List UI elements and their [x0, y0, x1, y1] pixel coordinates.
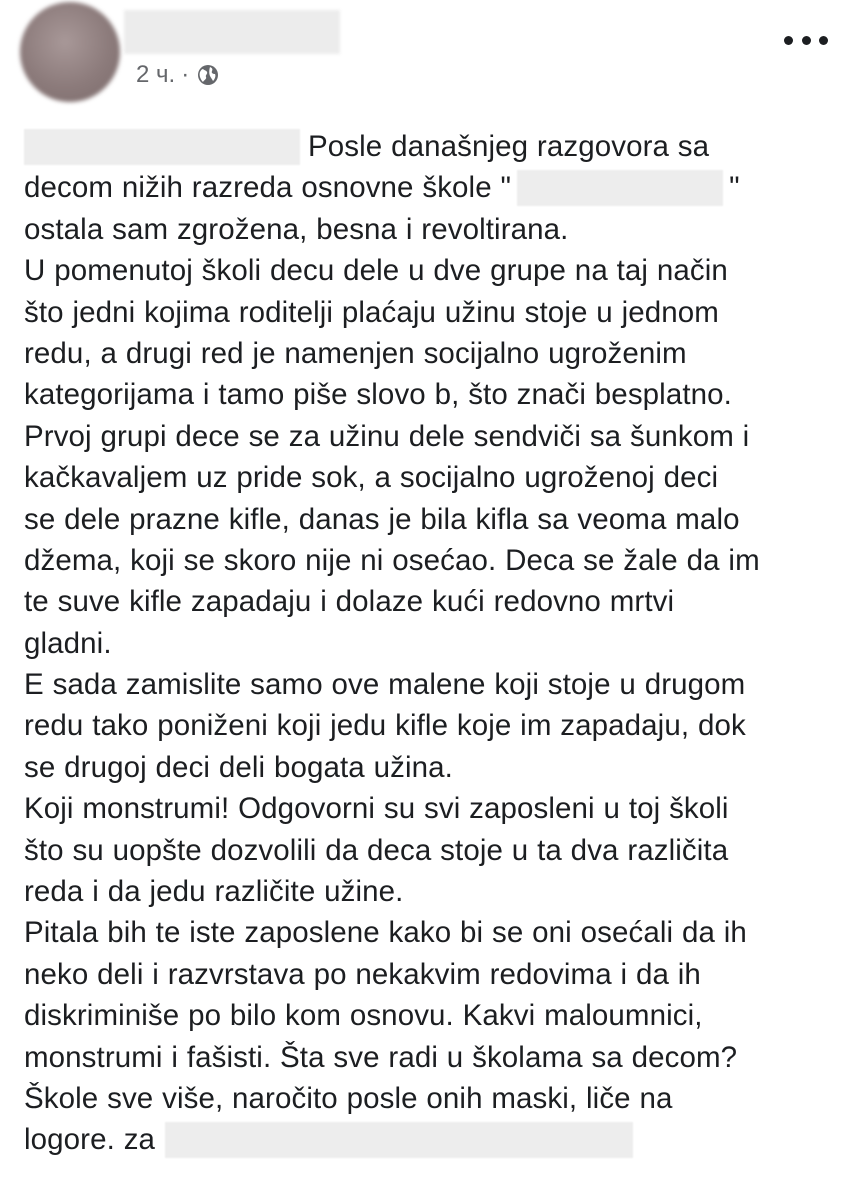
post-line: U pomenutoj školi decu dele u dve grupe na taj način: [24, 254, 728, 288]
post-line: ostala sam zgrožena, besna i revoltirana.: [24, 212, 569, 246]
post-line: redu, a drugi red je namenjen socijalno ugroženim: [24, 336, 687, 370]
post-line: logore. za: [24, 1119, 844, 1160]
redacted-mention: [165, 1122, 633, 1158]
post-line: redu tako poniženi koji jedu kifle koje im zapadaju, dok: [24, 709, 746, 743]
more-horizontal-icon: [784, 36, 793, 45]
post-line: monstrumi i fašisti. Šta sve radi u školama sa decom?: [24, 1040, 738, 1074]
redacted-school-name: [517, 170, 723, 206]
globe-icon[interactable]: [197, 64, 219, 86]
post-line: što jedni kojima roditelji plaćaju užinu stoje u jednom: [24, 295, 719, 329]
post-line: kačkavaljem uz pride sok, a socijalno ugroženoj deci: [24, 461, 719, 495]
post-line: džema, koji se skoro nije ni osećao. Deca se žale da im: [24, 543, 760, 577]
post-meta: [136, 60, 219, 90]
post-header: [0, 0, 850, 110]
author-name-redacted[interactable]: [124, 10, 340, 54]
post-line: diskriminiše po bilo kom osnovu. Kakvi maloumnici,: [24, 999, 703, 1033]
post-line: E sada zamislite samo ove malene koji stoje u drugom: [24, 668, 746, 702]
post-line: što su uopšte dozvolili da deca stoje u ta dva različita: [24, 833, 729, 867]
post-line: Posle današnjeg razgovora sa: [24, 126, 844, 167]
post-line: Koji monstrumi! Odgovorni su svi zaposleni u toj školi: [24, 792, 729, 826]
avatar[interactable]: [20, 2, 120, 102]
post-line: kategorijama i tamo piše slovo b, što znači besplatno.: [24, 378, 732, 412]
post-line: Škole sve više, naročito posle onih maski, liče na: [24, 1081, 673, 1115]
post-line: gladni.: [24, 626, 112, 660]
post-line: neko deli i razvrstava po nekakvim redovima i da ih: [24, 957, 701, 991]
post-line: decom nižih razreda osnovne škole " ": [24, 171, 740, 205]
post-line: Prvoj grupi dece se za užinu dele sendviči sa šunkom i: [24, 419, 750, 453]
post-timestamp[interactable]: 2 ч.: [136, 61, 176, 88]
more-options-button[interactable]: [784, 28, 828, 52]
meta-separator: ·: [181, 61, 190, 88]
post-line: reda i da jedu različite užine.: [24, 875, 404, 909]
post-line: se dele prazne kifle, danas je bila kifla sa veoma malo: [24, 502, 740, 536]
post-line: se drugoj deci deli bogata užina.: [24, 750, 453, 784]
post-text: [24, 126, 844, 1161]
post-line: te suve kifle zapadaju i dolaze kući redovno mrtvi: [24, 585, 675, 619]
post-line: Pitala bih te iste zaposlene kako bi se oni osećali da ih: [24, 916, 747, 950]
redacted-mention: [24, 129, 300, 165]
